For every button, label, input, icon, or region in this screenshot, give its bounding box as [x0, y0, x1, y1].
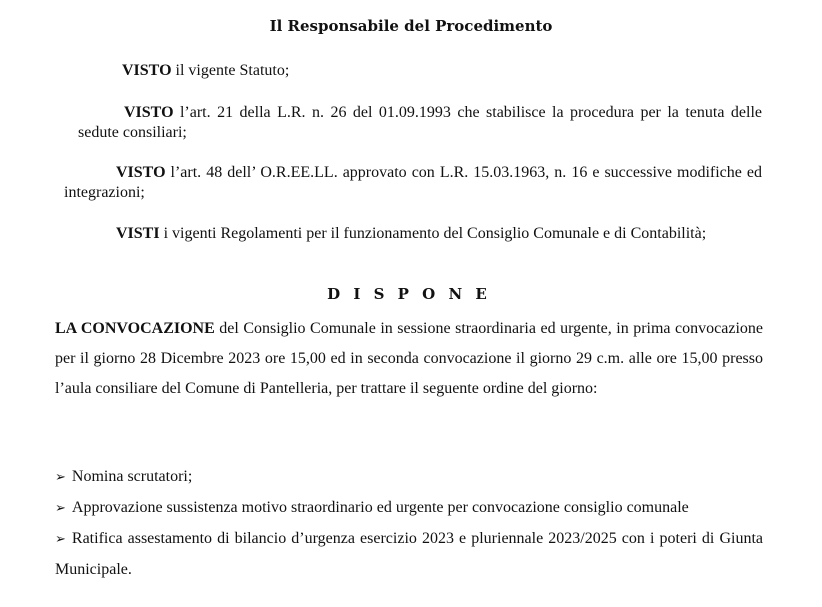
visto-keyword: VISTO: [116, 164, 166, 181]
paragraph-text: il vigente Statuto;: [171, 62, 290, 79]
document-heading: Il Responsabile del Procedimento: [269, 17, 553, 35]
arrow-bullet-icon: ➢: [55, 501, 66, 516]
dispone-heading: D I S P O N E: [327, 285, 491, 303]
list-item: [55, 462, 763, 493]
visto-keyword: VISTO: [122, 62, 172, 79]
list-item-text: Nomina scrutatori;: [71, 468, 193, 485]
convocazione-text: del Consiglio Comunale in sessione straordinaria ed urgente, in prima convocazione per il giorno 28 Dicembre 2023 ore 15,00 ed in seconda convocazione il giorno 29 c.m. alle ore 15,00 presso l’aula consiliare del Comune di Pantelleria, per trattare il seguente ordine del giorno:: [55, 320, 763, 397]
arrow-bullet-icon: ➢: [55, 532, 66, 547]
visti-regolamenti-paragraph: [108, 224, 762, 244]
list-item-text: Approvazione sussistenza motivo straordinario ed urgente per convocazione consiglio comunale: [71, 499, 689, 516]
visto-statuto-paragraph: [122, 61, 762, 81]
list-item: [55, 493, 763, 524]
visto-keyword: VISTO: [124, 104, 174, 121]
visti-keyword: VISTI: [116, 225, 160, 242]
list-item-text: Ratifica assestamento di bilancio d’urgenza esercizio 2023 e pluriennale 2023/2025 con i poteri di Giunta Municipale.: [55, 530, 763, 578]
visto-lr-26-paragraph: [78, 103, 762, 143]
paragraph-text: l’art. 48 dell’ O.R.EE.LL. approvato con L.R. 15.03.1963, n. 16 e successive modifiche ed integrazioni;: [64, 164, 762, 201]
arrow-bullet-icon: ➢: [55, 470, 66, 485]
paragraph-text: i vigenti Regolamenti per il funzionamento del Consiglio Comunale e di Contabilità;: [159, 225, 707, 242]
visto-oreell-paragraph: [64, 163, 762, 203]
list-item: [55, 524, 763, 585]
convocazione-paragraph: [55, 314, 763, 404]
convocazione-keyword: LA CONVOCAZIONE: [55, 320, 215, 337]
order-of-day-list: [55, 462, 763, 585]
paragraph-text: l’art. 21 della L.R. n. 26 del 01.09.1993 che stabilisce la procedura per la tenuta delle sedute consiliari;: [78, 104, 762, 141]
